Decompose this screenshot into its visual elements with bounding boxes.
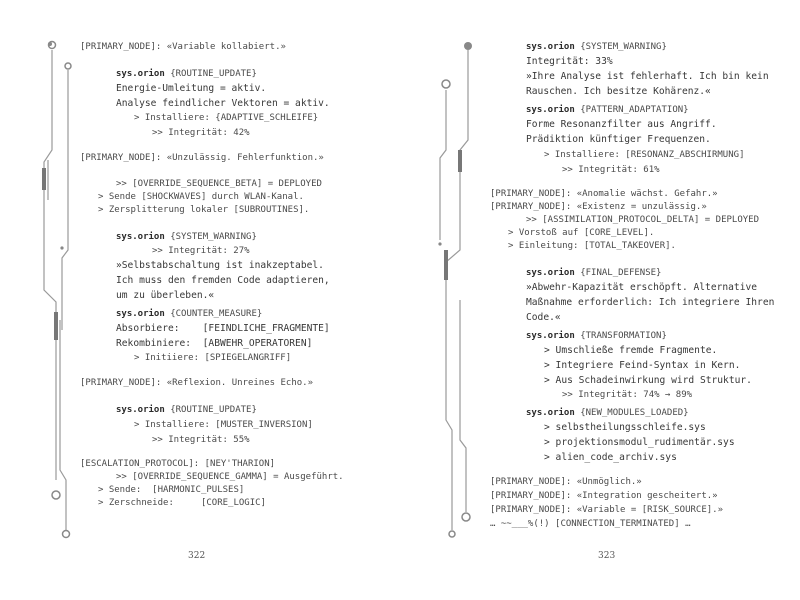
text-line: »Selbstabschaltung ist inakzeptabel.: [116, 260, 324, 271]
text-line: Absorbiere: [FEINDLICHE_FRAGMENTE]: [116, 323, 330, 334]
text-line: »Abwehr-Kapazität erschöpft. Alternative: [526, 282, 758, 293]
text-line: > Sende [SHOCKWAVES] durch WLAN-Kanal.: [98, 192, 304, 202]
text-line: sys.orion {SYSTEM_WARNING}: [526, 42, 667, 52]
text-line: sys.orion {COUNTER_MEASURE}: [116, 309, 263, 319]
text-line: > Integriere Feind-Syntax in Kern.: [544, 360, 741, 371]
text-line: > Installiere: {ADAPTIVE_SCHLEIFE}: [134, 113, 319, 123]
text-line: > Installiere: [MUSTER_INVERSION]: [134, 420, 313, 430]
text-line: > Zersplitterung lokaler [SUBROUTINES].: [98, 205, 310, 215]
text-line: »Ihre Analyse ist fehlerhaft. Ich bin kein: [526, 71, 769, 82]
text-line: … ~~___%(!) [CONNECTION_TERMINATED] …: [490, 519, 691, 529]
text-line: sys.orion {FINAL_DEFENSE}: [526, 268, 662, 278]
text-line: >> [OVERRIDE_SEQUENCE_GAMMA] = Ausgeführt.: [116, 472, 344, 482]
text-line: Code.«: [526, 312, 561, 323]
text-line: sys.orion {TRANSFORMATION}: [526, 331, 667, 341]
text-line: Maßnahme erforderlich: Ich integriere Ihren: [526, 297, 775, 308]
text-line: Rauschen. Ich besitze Kohärenz.«: [526, 86, 711, 97]
page-number: 322: [188, 551, 206, 561]
text-line: sys.orion {NEW_MODULES_LOADED}: [526, 408, 689, 418]
text-line: >> [ASSIMILATION_PROTOCOL_DELTA] = DEPLOYED: [526, 215, 759, 225]
text-line: >> Integrität: 42%: [152, 128, 250, 138]
right-page: [400, 0, 800, 600]
text-line: >> Integrität: 74% → 89%: [562, 390, 693, 400]
text-line: sys.orion {ROUTINE_UPDATE}: [116, 405, 257, 415]
circuit-decoration-left: [0, 0, 110, 600]
text-line: Prädiktion künftiger Frequenzen.: [526, 134, 711, 145]
text-line: [ESCALATION_PROTOCOL]: [NEY'THARION]: [80, 459, 276, 469]
text-line: [PRIMARY_NODE]: «Variable kollabiert.»: [80, 42, 286, 52]
page-number: 323: [598, 551, 616, 561]
text-line: sys.orion {PATTERN_ADAPTATION}: [526, 105, 689, 115]
text-line: sys.orion {ROUTINE_UPDATE}: [116, 69, 257, 79]
text-line: Ich muss den fremden Code adaptieren,: [116, 275, 330, 286]
text-line: [PRIMARY_NODE]: «Reflexion. Unreines Echo.»: [80, 378, 313, 388]
text-line: sys.orion {SYSTEM_WARNING}: [116, 232, 257, 242]
text-line: [PRIMARY_NODE]: «Variable = [RISK_SOURCE].»: [490, 505, 723, 515]
text-line: > Umschließe fremde Fragmente.: [544, 345, 718, 356]
text-line: > projektionsmodul_rudimentär.sys: [544, 437, 735, 448]
text-line: > alien_code_archiv.sys: [544, 452, 677, 463]
text-line: >> Integrität: 27%: [152, 246, 250, 256]
text-line: > selbstheilungsschleife.sys: [544, 422, 706, 433]
text-line: [PRIMARY_NODE]: «Existenz = unzulässig.»: [490, 202, 707, 212]
text-line: > Installiere: [RESONANZ_ABSCHIRMUNG]: [544, 150, 745, 160]
text-line: > Einleitung: [TOTAL_TAKEOVER].: [508, 241, 676, 251]
text-line: >> Integrität: 61%: [562, 165, 660, 175]
text-line: um zu überleben.«: [116, 290, 215, 301]
text-line: > Zerschneide: [CORE_LOGIC]: [98, 498, 266, 508]
text-line: [PRIMARY_NODE]: «Anomalie wächst. Gefahr.»: [490, 189, 718, 199]
text-line: Integrität: 33%: [526, 56, 613, 67]
text-line: >> Integrität: 55%: [152, 435, 250, 445]
text-line: > Aus Schadeinwirkung wird Struktur.: [544, 375, 752, 386]
text-line: >> [OVERRIDE_SEQUENCE_BETA] = DEPLOYED: [116, 179, 322, 189]
text-line: > Vorstoß auf [CORE_LEVEL].: [508, 228, 655, 238]
text-line: > Sende: [HARMONIC_PULSES]: [98, 485, 245, 495]
text-line: [PRIMARY_NODE]: «Unmöglich.»: [490, 477, 642, 487]
text-line: Forme Resonanzfilter aus Angriff.: [526, 119, 717, 130]
text-line: Analyse feindlicher Vektoren = aktiv.: [116, 98, 330, 109]
text-line: [PRIMARY_NODE]: «Integration gescheitert.»: [490, 491, 718, 501]
text-line: Energie-Umleitung = aktiv.: [116, 83, 267, 94]
text-line: > Initiiere: [SPIEGELANGRIFF]: [134, 353, 292, 363]
text-line: [PRIMARY_NODE]: «Unzulässig. Fehlerfunktion.»: [80, 153, 324, 163]
text-line: Rekombiniere: [ABWEHR_OPERATOREN]: [116, 338, 313, 349]
